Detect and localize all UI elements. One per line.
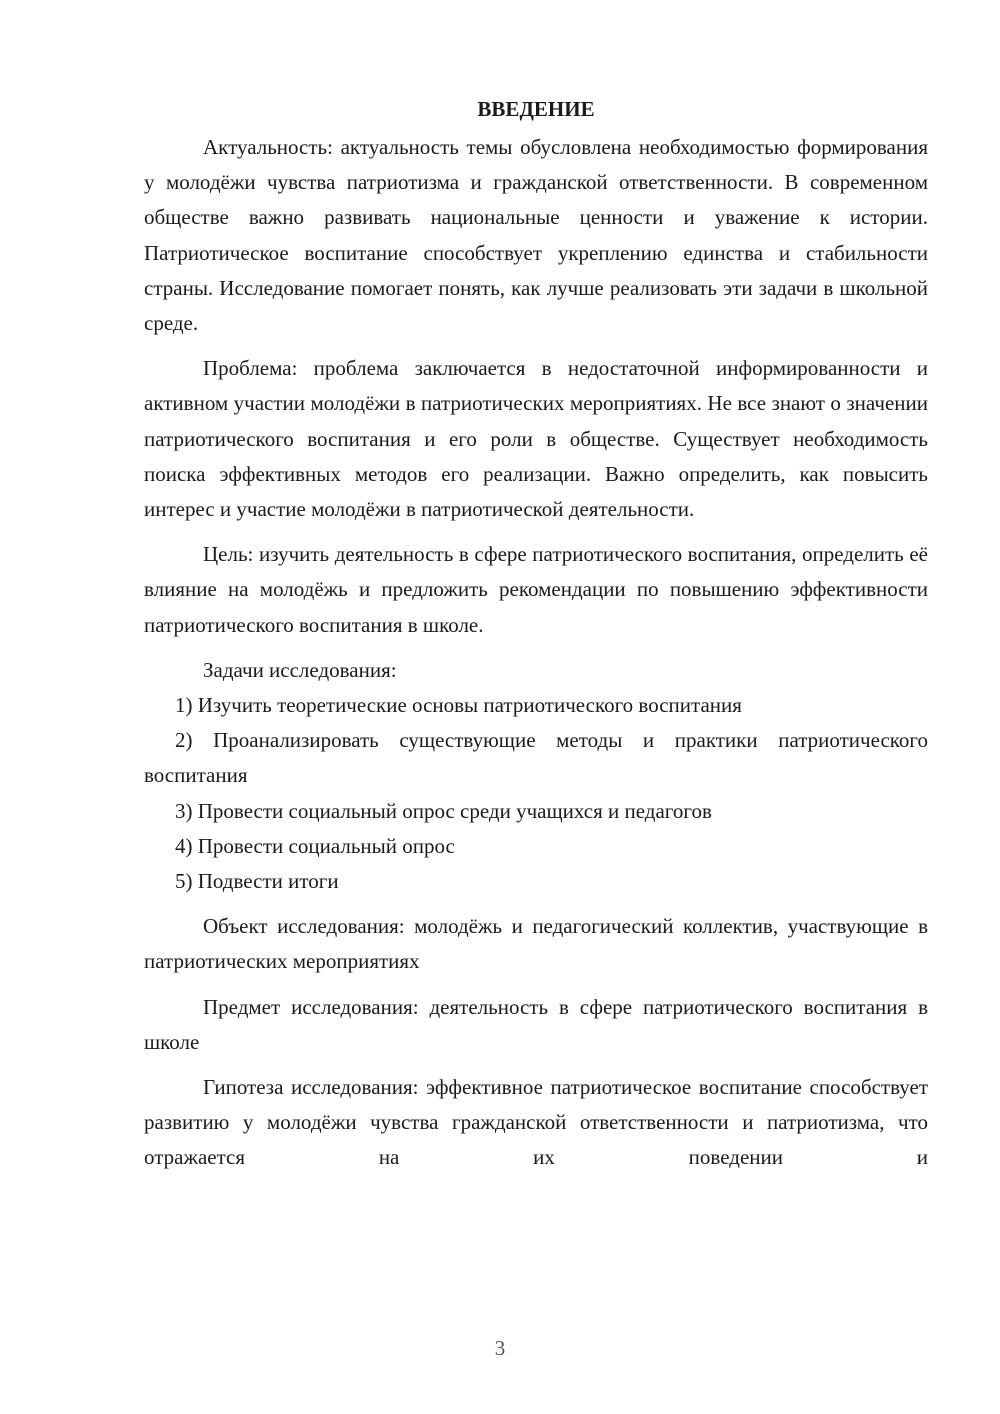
task-item-4: 4) Провести социальный опрос [175, 833, 455, 858]
tasks-heading: Задачи исследования: [203, 657, 397, 682]
task-item-1: 1) Изучить теоретические основы патриотического воспитания [175, 693, 742, 718]
hypothesis-paragraph: Гипотеза исследования: эффективное патриотическое воспитание способствует развитию у молодёжи чувства гражданской ответственности и патриотизма, что отражается на их поведении и [144, 1075, 928, 1170]
task-item-2: 2) Проанализировать существующие методы и практики патриотического воспитания [144, 728, 928, 788]
relevance-paragraph: Актуальность: актуальность темы обусловлена необходимостью формирования у молодёжи чувства патриотизма и гражданской ответственности. В современном обществе важно развивать национальные ценности и уважение к истории. Патриотическое воспитание способствует укреплению единства и стабильности страны. Исследование помогает понять, как лучше реализовать эти задачи в школьной среде. [144, 135, 928, 336]
section-heading: ВВЕДЕНИЕ [477, 97, 595, 121]
problem-paragraph: Проблема: проблема заключается в недостаточной информированности и активном участии молодёжи в патриотических мероприятиях. Не все знают о значении патриотического воспитания и его роли в обществе. Существует необходимость поиска эффективных методов его реализации. Важно определить, как повысить интерес и участие молодёжи в патриотической деятельности. [144, 356, 928, 522]
task-item-5: 5) Подвести итоги [175, 869, 339, 894]
subject-paragraph: Предмет исследования: деятельность в сфере патриотического воспитания в школе [144, 994, 928, 1054]
document-page [144, 92, 928, 1176]
page-number: 3 [494, 1336, 506, 1360]
task-item-3: 3) Провести социальный опрос среди учащихся и педагогов [175, 798, 712, 823]
goal-paragraph: Цель: изучить деятельность в сфере патриотического воспитания, определить её влияние на молодёжь и предложить рекомендации по повышению эффективности патриотического воспитания в школе. [144, 542, 928, 637]
object-paragraph: Объект исследования: молодёжь и педагогический коллектив, участвующие в патриотических мероприятиях [144, 914, 928, 974]
